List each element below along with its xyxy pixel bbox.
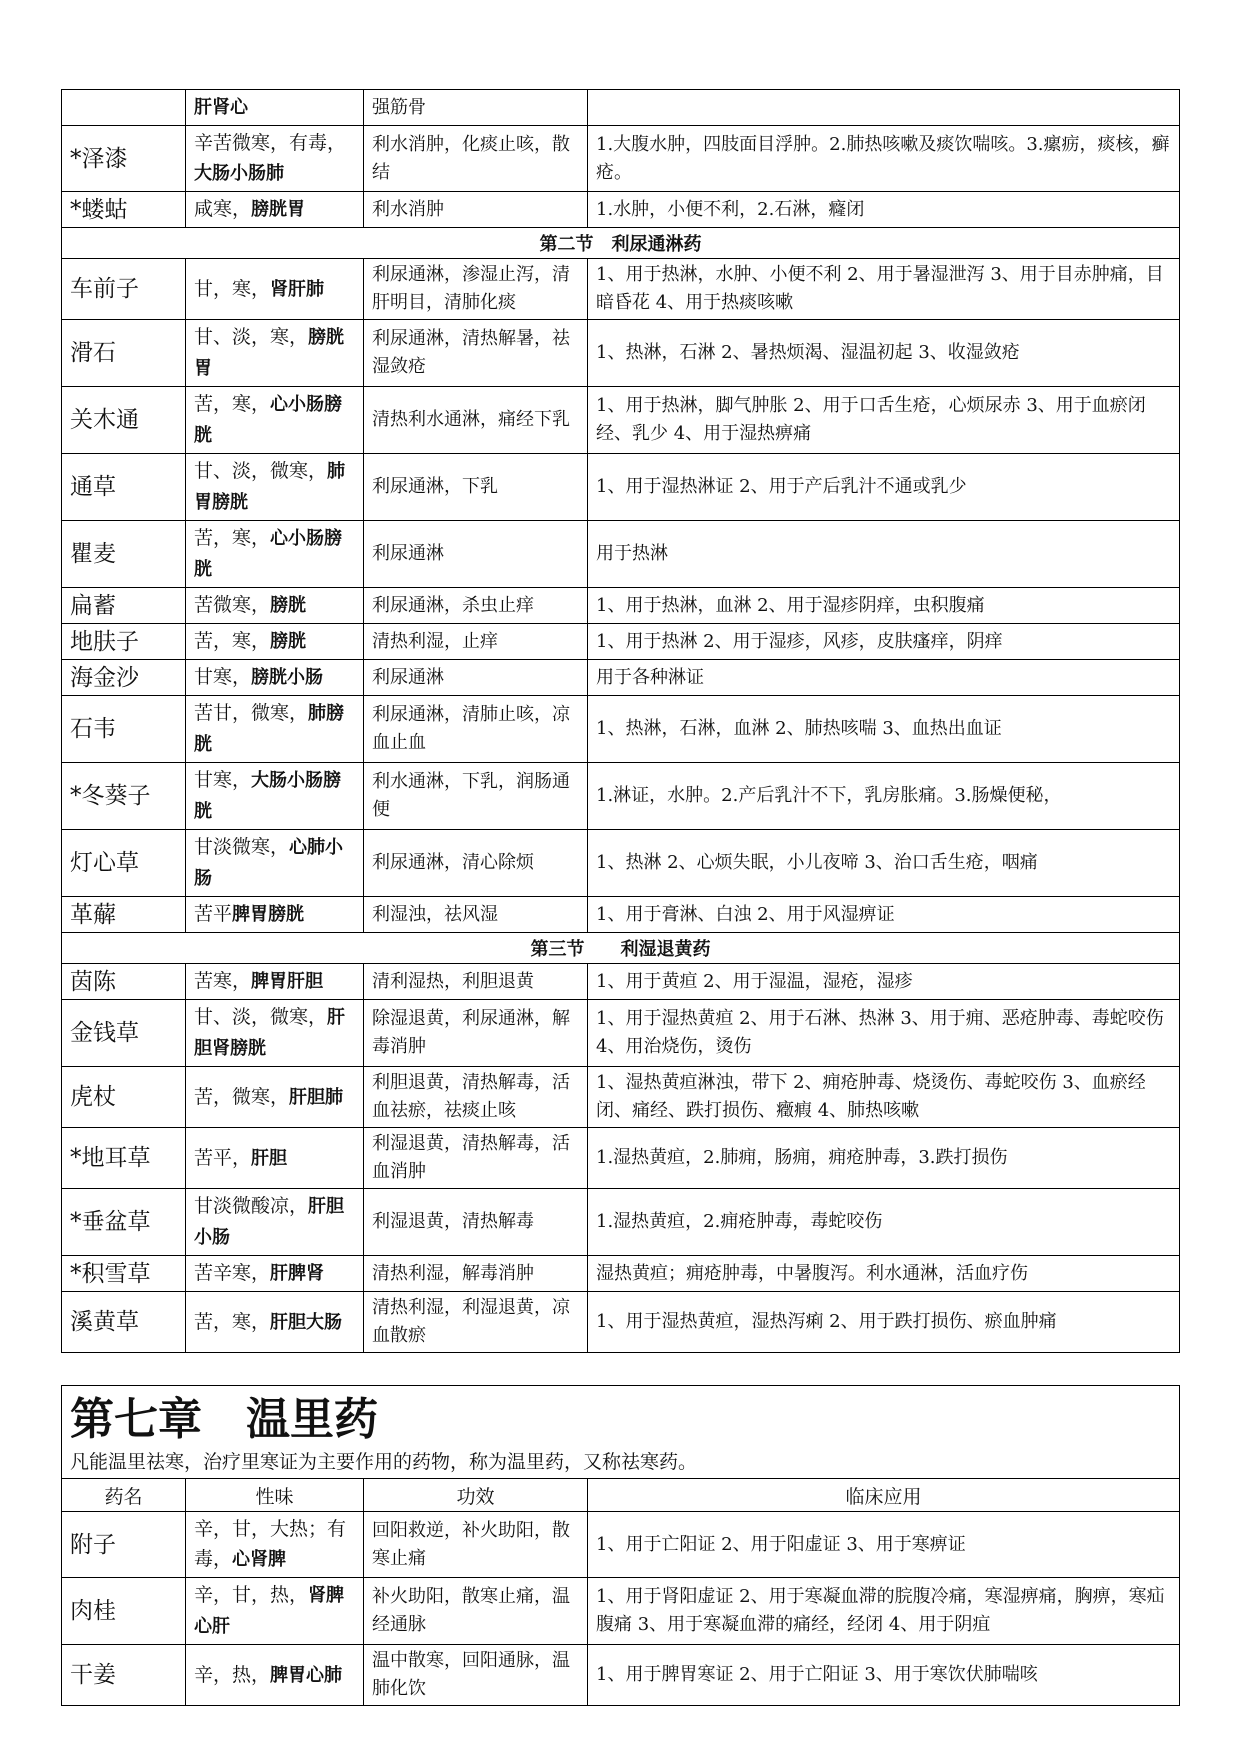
table-row	[62, 320, 1180, 387]
herb-table-ch7	[61, 1385, 1180, 1706]
herb-effect: 利水通淋，下乳，润肠通便	[364, 763, 588, 830]
herb-effect: 利尿通淋，下乳	[364, 454, 588, 521]
chapter-header	[62, 1386, 1180, 1479]
herb-taste-channel	[186, 192, 364, 228]
herb-use: 1、用于亡阳证 2、用于阳虚证 3、用于寒痹证	[588, 1512, 1180, 1578]
herb-taste-channel	[186, 320, 364, 387]
herb-effect: 回阳救逆，补火助阳，散寒止痛	[364, 1512, 588, 1578]
herb-taste-channel	[186, 1189, 364, 1256]
herb-channel: 膀胱胃	[251, 199, 306, 220]
table-row	[62, 660, 1180, 696]
herb-name: 滑石	[62, 320, 186, 387]
herb-effect: 利尿通淋，清心除烦	[364, 830, 588, 897]
herb-effect: 利湿退黄，清热解毒	[364, 1189, 588, 1256]
herb-channel: 膀胱小肠	[251, 667, 324, 688]
herb-name: 海金沙	[62, 660, 186, 696]
herb-taste: 苦，寒，	[194, 393, 271, 415]
herb-taste: 辛，甘，大热；有毒，	[194, 1518, 347, 1570]
herb-use: 1、湿热黄疸淋浊，带下 2、痈疮肿毒、烧烫伤、毒蛇咬伤 3、血瘀经闭、痛经、跌打损伤、癥瘕 4、肺热咳嗽	[588, 1067, 1180, 1128]
herb-effect: 清利湿热，利胆退黄	[364, 964, 588, 1000]
herb-taste-channel	[186, 696, 364, 763]
herb-taste-channel	[186, 1578, 364, 1645]
herb-channel: 膀胱	[270, 631, 307, 652]
herb-taste: 甘淡微寒，	[194, 836, 290, 858]
herb-effect: 清热利湿，解毒消肿	[364, 1256, 588, 1292]
table-row	[62, 830, 1180, 897]
herb-use: 1.湿热黄疸，2.痈疮肿毒，毒蛇咬伤	[588, 1189, 1180, 1256]
herb-channel: 肝肾心	[194, 97, 248, 118]
herb-effect: 利尿通淋，清肺止咳，凉血止血	[364, 696, 588, 763]
table-row	[62, 1292, 1180, 1353]
herb-use: 1、用于湿热淋证 2、用于产后乳汁不通或乳少	[588, 454, 1180, 521]
herb-effect: 补火助阳，散寒止痛，温经通脉	[364, 1578, 588, 1645]
herb-taste: 苦，寒，	[194, 630, 271, 652]
herb-use: 1、用于热淋，水肿、小便不利 2、用于暑湿泄泻 3、用于目赤肿痛，目暗昏花 4、用于热痰咳嗽	[588, 259, 1180, 320]
herb-name: *冬葵子	[62, 763, 186, 830]
header-name: 药名	[62, 1479, 186, 1512]
herb-use: 1、用于热淋，脚气肿胀 2、用于口舌生疮，心烦尿赤 3、用于血瘀闭经、乳少 4、用于湿热痹痛	[588, 387, 1180, 454]
herb-use: 1.大腹水肿，四肢面目浮肿。2.肺热咳嗽及痰饮喘咳。3.瘰疬，痰核，癣疮。	[588, 126, 1180, 192]
herb-use: 1、用于膏淋、白浊 2、用于风湿痹证	[588, 897, 1180, 933]
chapter-intro: 凡能温里祛寒，治疗里寒证为主要作用的药物，称为温里药，又称祛寒药。	[70, 1451, 698, 1473]
herb-channel: 肺膀胱	[194, 703, 345, 755]
herb-use: 1、用于黄疸 2、用于湿温，湿疮，湿疹	[588, 964, 1180, 1000]
herb-name: *蝼蛄	[62, 192, 186, 228]
herb-effect: 清热利湿，利湿退黄，凉血散瘀	[364, 1292, 588, 1353]
herb-name: 扁蓄	[62, 588, 186, 624]
herb-name: 石韦	[62, 696, 186, 763]
herb-table-ch6	[61, 89, 1180, 1353]
herb-taste-channel	[186, 830, 364, 897]
herb-effect: 温中散寒，回阳通脉，温肺化饮	[364, 1645, 588, 1706]
herb-use: 1、用于脾胃寒证 2、用于亡阳证 3、用于寒饮伏肺喘咳	[588, 1645, 1180, 1706]
section-heading: 第二节 利尿通淋药	[62, 228, 1180, 259]
herb-use: 1.水肿，小便不利，2.石淋，癃闭	[588, 192, 1180, 228]
herb-taste-channel	[186, 964, 364, 1000]
herb-use	[588, 90, 1180, 126]
herb-name: 茵陈	[62, 964, 186, 1000]
herb-effect: 利尿通淋，清热解暑，祛湿敛疮	[364, 320, 588, 387]
herb-name: *地耳草	[62, 1128, 186, 1189]
table-row	[62, 454, 1180, 521]
herb-name: 车前子	[62, 259, 186, 320]
table-row	[62, 763, 1180, 830]
herb-channel: 脾胃膀胱	[232, 904, 305, 925]
herb-taste-channel	[186, 1256, 364, 1292]
herb-channel: 肾脾心肝	[194, 1585, 345, 1637]
herb-channel: 膀胱	[270, 595, 307, 616]
herb-use: 湿热黄疸；痈疮肿毒，中暑腹泻。利水通淋，活血疗伤	[588, 1256, 1180, 1292]
herb-name: 通草	[62, 454, 186, 521]
herb-taste: 甘淡微酸凉，	[194, 1195, 309, 1217]
herb-taste-channel	[186, 126, 364, 192]
herb-use: 1、热淋，石淋 2、暑热烦渴、湿温初起 3、收湿敛疮	[588, 320, 1180, 387]
chapter-title: 第七章 温里药	[70, 1394, 378, 1445]
herb-channel: 肾肝肺	[270, 278, 325, 300]
herb-channel: 膀胱胃	[194, 327, 345, 379]
herb-channel: 肝胆肾膀胱	[194, 1007, 346, 1059]
table-row	[62, 126, 1180, 192]
table-row	[62, 1645, 1180, 1706]
herb-effect: 利湿退黄，清热解毒，活血消肿	[364, 1128, 588, 1189]
herb-taste-channel	[186, 660, 364, 696]
herb-taste: 甘，寒，	[194, 277, 271, 300]
table-row	[62, 897, 1180, 933]
header-use: 临床应用	[588, 1479, 1180, 1512]
table-row	[62, 1000, 1180, 1067]
herb-effect: 利尿通淋	[364, 660, 588, 696]
herb-taste-channel	[186, 1067, 364, 1128]
herb-taste-channel	[186, 521, 364, 588]
table-row	[62, 90, 1180, 126]
herb-use: 用于各种淋证	[588, 660, 1180, 696]
table-row	[62, 588, 1180, 624]
table-row	[62, 1512, 1180, 1578]
herb-taste-channel	[186, 763, 364, 830]
herb-effect: 利湿浊，祛风湿	[364, 897, 588, 933]
table-row	[62, 1256, 1180, 1292]
table-row	[62, 1067, 1180, 1128]
herb-name: 金钱草	[62, 1000, 186, 1067]
herb-taste-channel	[186, 624, 364, 660]
table-row	[62, 521, 1180, 588]
herb-channel: 肝胆	[251, 1147, 288, 1169]
herb-channel: 脾胃心肺	[270, 1664, 343, 1686]
herb-channel: 肝脾肾	[270, 1263, 325, 1284]
herb-name: 灯心草	[62, 830, 186, 897]
herb-name: 干姜	[62, 1645, 186, 1706]
herb-use: 1、热淋，石淋，血淋 2、肺热咳喘 3、血热出血证	[588, 696, 1180, 763]
herb-effect: 利水消肿，化痰止咳，散结	[364, 126, 588, 192]
herb-use: 1、用于湿热黄疸 2、用于石淋、热淋 3、用于痈、恶疮肿毒、毒蛇咬伤 4、用治烧伤，烫伤	[588, 1000, 1180, 1067]
herb-channel: 心小肠膀胱	[194, 394, 343, 446]
herb-channel: 肝胆小肠	[194, 1196, 345, 1248]
herb-taste: 甘寒，	[194, 769, 252, 791]
herb-effect: 利尿通淋，杀虫止痒	[364, 588, 588, 624]
herb-effect: 利胆退黄，清热解毒，活血祛瘀，祛痰止咳	[364, 1067, 588, 1128]
herb-channel: 脾胃肝胆	[251, 971, 324, 992]
herb-taste-channel	[186, 454, 364, 521]
herb-taste: 咸寒，	[194, 198, 252, 220]
table-row	[62, 387, 1180, 454]
table-row	[62, 1189, 1180, 1256]
herb-taste-channel	[186, 1292, 364, 1353]
herb-name	[62, 90, 186, 126]
herb-name: 肉桂	[62, 1578, 186, 1645]
table-row	[62, 259, 1180, 320]
herb-taste-channel	[186, 259, 364, 320]
herb-name: *垂盆草	[62, 1189, 186, 1256]
herb-taste: 苦甘，微寒，	[194, 702, 309, 724]
herb-taste: 甘、淡，寒，	[194, 326, 309, 348]
table-row	[62, 192, 1180, 228]
herb-taste-channel	[186, 1645, 364, 1706]
herb-name: 溪黄草	[62, 1292, 186, 1353]
herb-channel: 心小肠膀胱	[194, 528, 343, 580]
herb-taste-channel	[186, 588, 364, 624]
herb-taste: 苦，寒，	[194, 527, 271, 549]
herb-effect: 清热利水通淋，痛经下乳	[364, 387, 588, 454]
herb-taste-channel	[186, 1000, 364, 1067]
table-row	[62, 624, 1180, 660]
herb-use: 1、热淋 2、心烦失眠，小儿夜啼 3、治口舌生疮，咽痛	[588, 830, 1180, 897]
herb-channel: 肝胆肺	[289, 1086, 344, 1108]
herb-channel: 心肾脾	[232, 1549, 287, 1570]
herb-name: 革薢	[62, 897, 186, 933]
herb-channel: 心肺小肠	[194, 837, 344, 889]
herb-taste: 辛，热，	[194, 1663, 271, 1686]
herb-use: 1、用于湿热黄疸，湿热泻痢 2、用于跌打损伤、瘀血肿痛	[588, 1292, 1180, 1353]
herb-name: *积雪草	[62, 1256, 186, 1292]
table-row	[62, 1128, 1180, 1189]
herb-name: *泽漆	[62, 126, 186, 192]
herb-taste: 苦辛寒，	[194, 1262, 271, 1284]
herb-use: 1、用于热淋，血淋 2、用于湿疹阴痒，虫积腹痛	[588, 588, 1180, 624]
herb-taste: 甘、淡，微寒，	[194, 1006, 328, 1028]
herb-name: 关木通	[62, 387, 186, 454]
table-row	[62, 964, 1180, 1000]
herb-channel: 肝胆大肠	[270, 1311, 343, 1333]
herb-effect: 清热利湿，止痒	[364, 624, 588, 660]
herb-name: 地肤子	[62, 624, 186, 660]
herb-taste: 辛，甘，热，	[194, 1584, 309, 1606]
herb-name: 瞿麦	[62, 521, 186, 588]
header-effect: 功效	[364, 1479, 588, 1512]
herb-effect: 除湿退黄，利尿通淋，解毒消肿	[364, 1000, 588, 1067]
herb-taste: 辛苦微寒，有毒，	[194, 132, 347, 154]
herb-channel: 大肠小肠膀胱	[194, 770, 342, 822]
herb-taste-channel	[186, 1128, 364, 1189]
herb-use: 1、用于肾阳虚证 2、用于寒凝血滞的脘腹冷痛，寒湿痹痛，胸痹，寒疝腹痛 3、用于寒凝血滞的痛经，经闭 4、用于阴疽	[588, 1578, 1180, 1645]
herb-taste-channel	[186, 387, 364, 454]
herb-use: 1.湿热黄疸，2.肺痈，肠痈，痈疮肿毒，3.跌打损伤	[588, 1128, 1180, 1189]
herb-taste: 苦微寒，	[194, 594, 271, 616]
table-row	[62, 1578, 1180, 1645]
herb-taste: 苦寒，	[194, 970, 252, 992]
herb-taste: 苦平	[194, 903, 233, 925]
herb-effect: 强筋骨	[364, 90, 588, 126]
herb-taste: 苦，微寒，	[194, 1085, 290, 1108]
header-taste: 性味	[186, 1479, 364, 1512]
herb-taste-channel	[186, 897, 364, 933]
herb-taste: 甘、淡，微寒，	[194, 460, 328, 482]
herb-taste: 苦，寒，	[194, 1310, 271, 1333]
section-row	[62, 228, 1180, 259]
table-row	[62, 696, 1180, 763]
herb-taste-channel	[186, 90, 364, 126]
herb-effect: 利尿通淋	[364, 521, 588, 588]
herb-use: 1、用于热淋 2、用于湿疹，风疹，皮肤瘙痒，阴痒	[588, 624, 1180, 660]
herb-name: 附子	[62, 1512, 186, 1578]
herb-use: 用于热淋	[588, 521, 1180, 588]
herb-channel: 大肠小肠肺	[194, 163, 284, 184]
herb-effect: 利尿通淋，渗湿止泻，清肝明目，清肺化痰	[364, 259, 588, 320]
herb-use: 1.淋证，水肿。2.产后乳汁不下，乳房胀痛。3.肠燥便秘，	[588, 763, 1180, 830]
herb-taste: 苦平，	[194, 1146, 252, 1169]
section-row	[62, 933, 1180, 964]
herb-taste: 甘寒，	[194, 666, 252, 688]
herb-name: 虎杖	[62, 1067, 186, 1128]
herb-taste-channel	[186, 1512, 364, 1578]
herb-effect: 利水消肿	[364, 192, 588, 228]
section-heading: 第三节 利湿退黄药	[62, 933, 1180, 964]
herb-channel: 肺胃膀胱	[194, 461, 346, 513]
